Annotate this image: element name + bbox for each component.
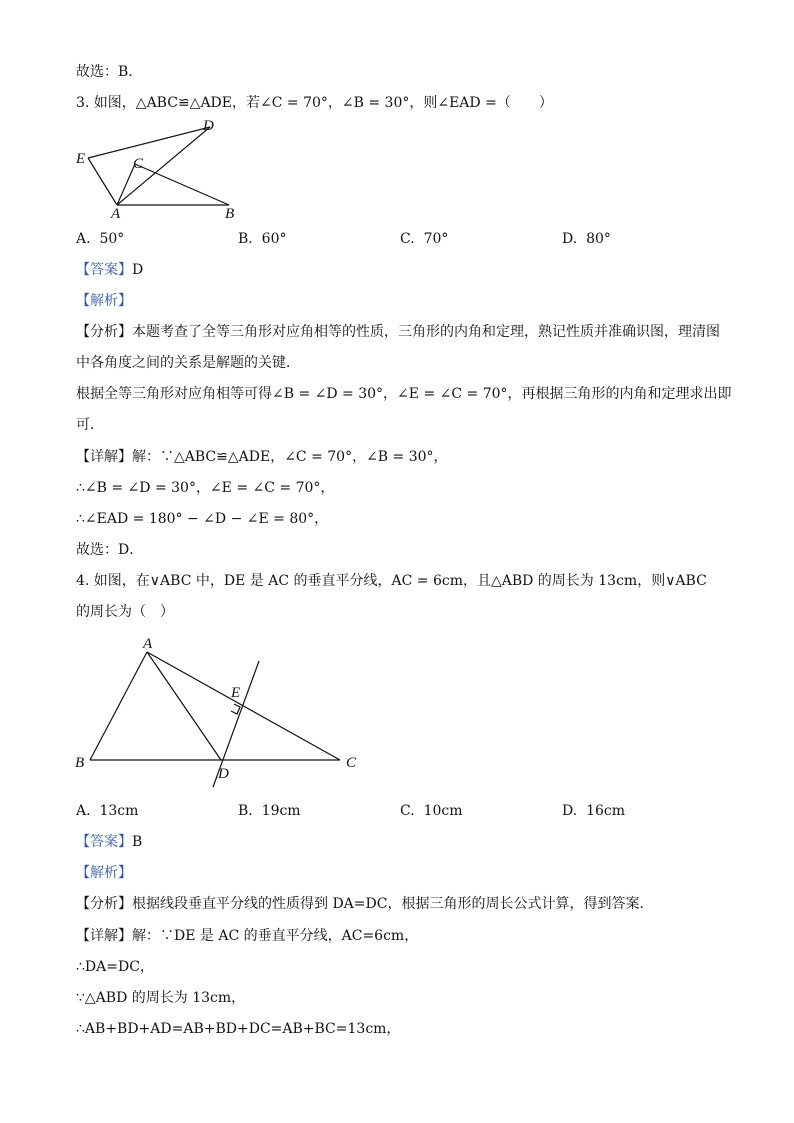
q4-detail-3: ∵△ABD 的周长为 13cm， xyxy=(76,990,246,1006)
q3-detail-2: ∴∠B = ∠D = 30°，∠E = ∠C = 70°， xyxy=(76,480,335,496)
q3-detail-1: 【详解】解：∵△ABC≌△ADE，∠C = 70°，∠B = 30°， xyxy=(76,449,448,465)
q3-option-c: C. 70° xyxy=(400,231,449,247)
q3-option-d: D. 80° xyxy=(562,231,611,247)
q3-label-E: E xyxy=(76,151,86,167)
q3-analysis-tag: 【解析】 xyxy=(76,293,132,309)
q4-label-A: A xyxy=(143,636,153,652)
q3-option-a: A. 50° xyxy=(76,231,125,247)
q3-fenxi-2: 中各角度之间的关系是解题的关键． xyxy=(76,355,300,371)
q3-answer: 【答案】D xyxy=(76,262,144,278)
q4-option-d: D. 16cm xyxy=(562,803,626,819)
q3-figure xyxy=(70,115,260,223)
q4-analysis-tag: 【解析】 xyxy=(76,865,132,881)
q3-choose: 故选：D． xyxy=(76,542,144,558)
question-4-stem-1: 4. 如图，在∨ABC 中，DE 是 AC 的垂直平分线，AC = 6cm，且△ABD 的周长为 13cm，则∨ABC xyxy=(76,573,707,589)
q3-fenxi-4: 可． xyxy=(76,417,104,433)
q4-label-E: E xyxy=(231,685,241,701)
q3-fenxi-3: 根据全等三角形对应角相等可得∠B = ∠D = 30°，∠E = ∠C = 70°，再根据三角形的内角和定理求出即 xyxy=(76,386,732,402)
q4-detail-4: ∴AB+BD+AD=AB+BD+DC=AB+BC=13cm， xyxy=(76,1021,401,1037)
q3-label-B: B xyxy=(225,206,235,222)
choice-line-prev: 故选：B． xyxy=(76,64,143,80)
q3-label-A: A xyxy=(111,206,121,222)
q4-detail-2: ∴DA=DC， xyxy=(76,959,154,975)
q4-label-B: B xyxy=(75,755,85,771)
q4-answer: 【答案】B xyxy=(76,834,143,850)
q3-detail-3: ∴∠EAD = 180° − ∠D − ∠E = 80°， xyxy=(76,511,329,527)
q3-label-C: C xyxy=(133,156,144,172)
q3-fenxi-1: 【分析】本题考查了全等三角形对应角相等的性质，三角形的内角和定理，熟记性质并准确识图，理清图 xyxy=(76,324,720,340)
q3-option-b: B. 60° xyxy=(238,231,287,247)
question-3-stem: 3. 如图，△ABC≌△ADE，若∠C = 70°，∠B = 30°，则∠EAD =（ ） xyxy=(76,95,553,111)
q4-detail-1: 【详解】解：∵DE 是 AC 的垂直平分线，AC=6cm， xyxy=(76,928,419,944)
q4-option-a: A. 13cm xyxy=(76,803,139,819)
q4-label-C: C xyxy=(346,755,357,771)
q4-figure xyxy=(70,632,370,794)
q3-label-D: D xyxy=(203,118,214,134)
q4-fenxi-1: 【分析】根据线段垂直平分线的性质得到 DA=DC，根据三角形的周长公式计算，得到答案． xyxy=(76,896,654,912)
q4-option-b: B. 19cm xyxy=(238,803,301,819)
question-4-stem-2: 的周长为（ ） xyxy=(76,604,174,620)
q4-option-c: C. 10cm xyxy=(400,803,463,819)
q4-label-D: D xyxy=(218,766,229,782)
